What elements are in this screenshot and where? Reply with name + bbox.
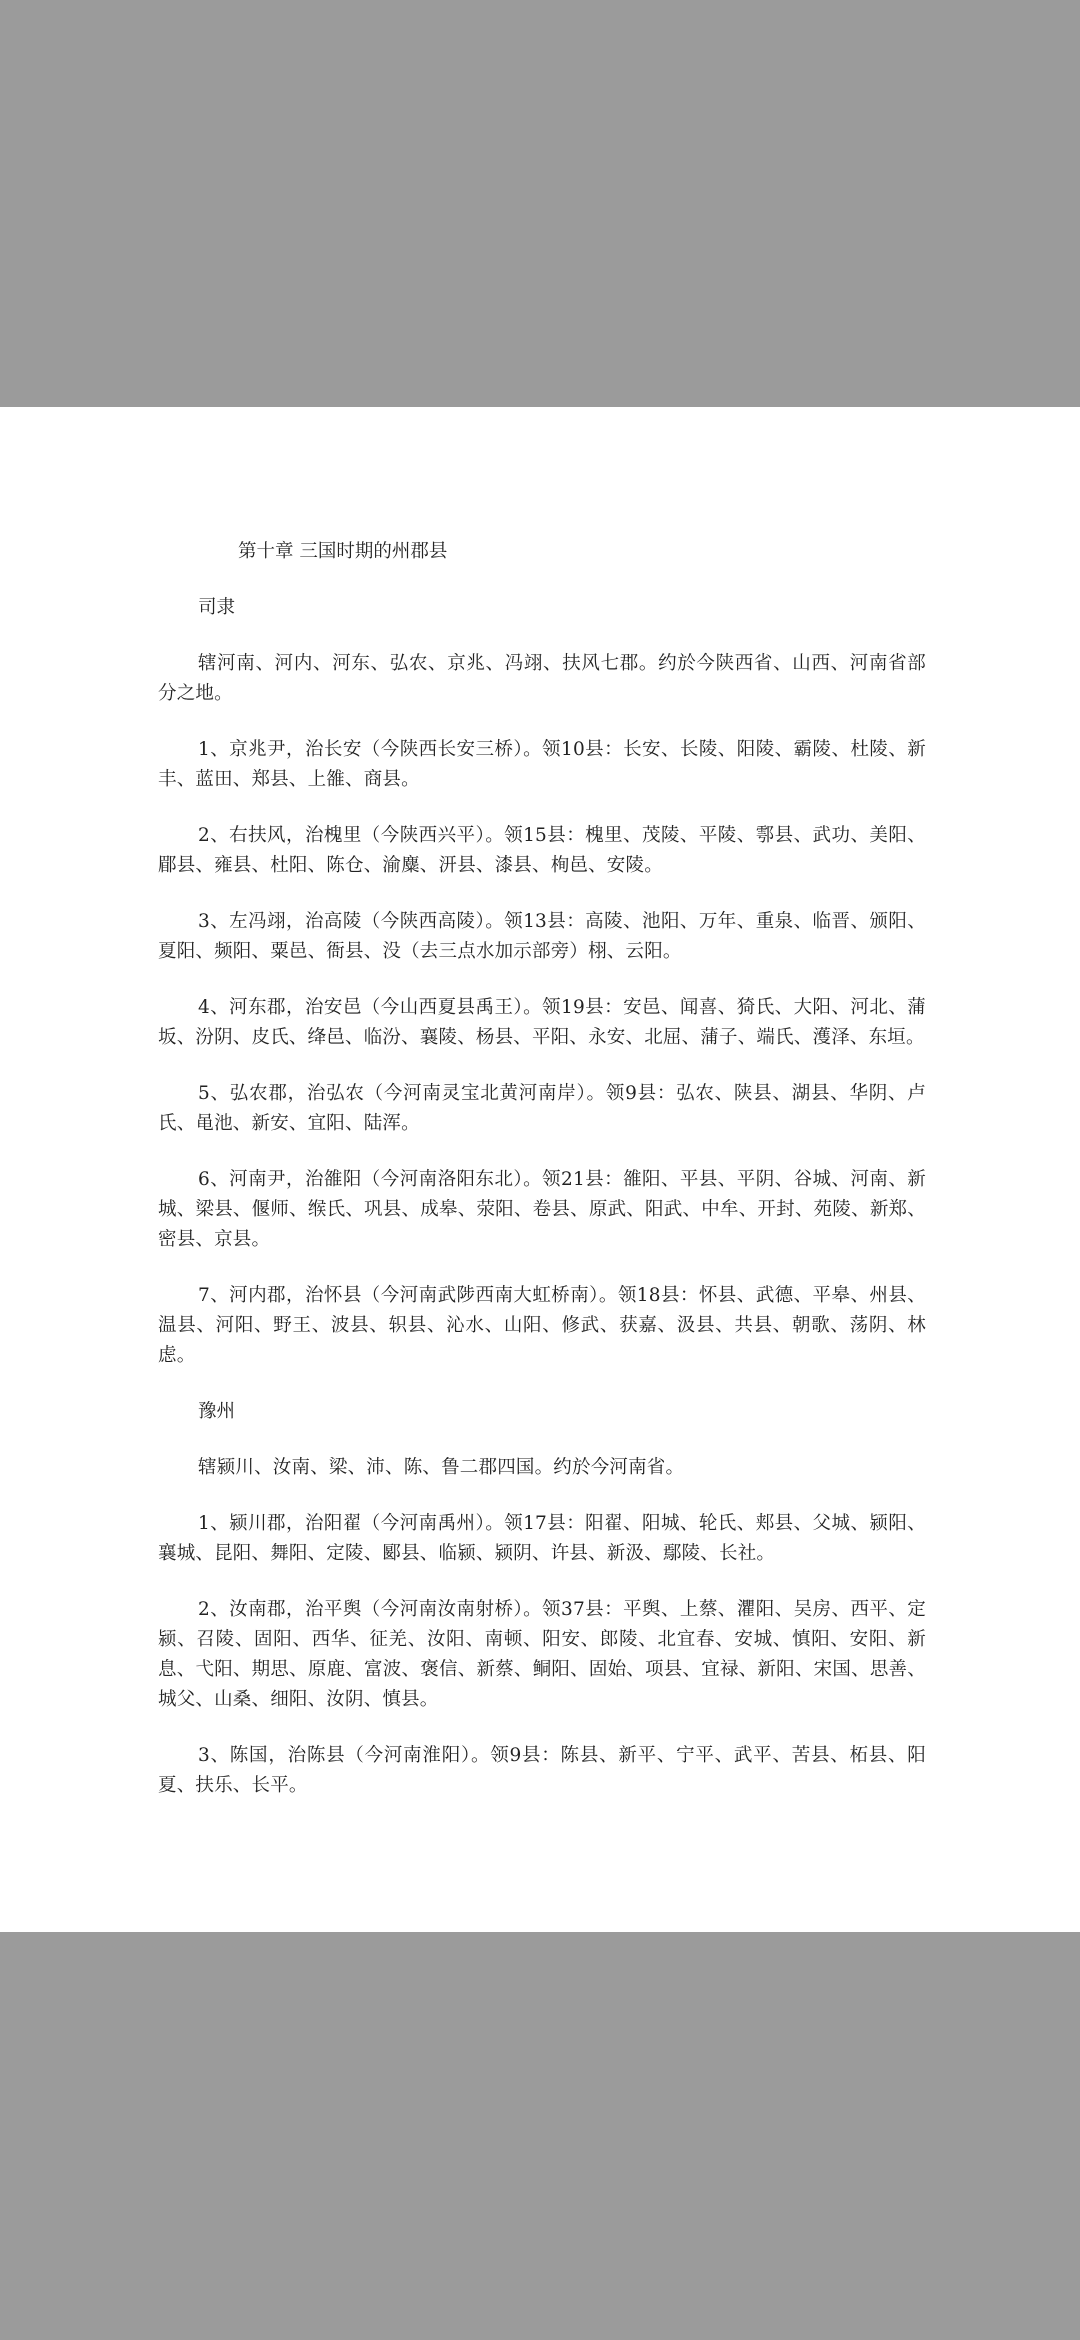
paragraph: 2、右扶风，治槐里（今陕西兴平）。领15县：槐里、茂陵、平陵、鄠县、武功、美阳、郿县、雍县、杜阳、陈仓、渝麋、汧县、漆县、栒邑、安陵。 bbox=[158, 825, 926, 876]
paragraph: 3、陈国，治陈县（今河南淮阳）。领9县：陈县、新平、宁平、武平、苦县、柘县、阳夏、扶乐、长平。 bbox=[158, 1745, 926, 1796]
chapter-title: 第十章 三国时期的州郡县 bbox=[238, 541, 448, 562]
document-content bbox=[158, 537, 926, 1827]
paragraph: 3、左冯翊，治高陵（今陕西高陵）。领13县：高陵、池阳、万年、重泉、临晋、颁阳、夏阳、频阳、粟邑、衙县、没（去三点水加示部旁）栩、云阳。 bbox=[158, 911, 926, 962]
paragraph: 辖河南、河内、河东、弘农、京兆、冯翊、扶风七郡。约於今陕西省、山西、河南省部分之地。 bbox=[158, 653, 926, 704]
paragraph: 7、河内郡，治怀县（今河南武陟西南大虹桥南）。领18县：怀县、武德、平皋、州县、温县、河阳、野王、波县、轵县、沁水、山阳、修武、获嘉、汲县、共县、朝歌、荡阴、林虑。 bbox=[158, 1285, 926, 1366]
paragraph: 辖颍川、汝南、梁、沛、陈、鲁二郡四国。约於今河南省。 bbox=[198, 1457, 685, 1478]
paragraph: 5、弘农郡，治弘农（今河南灵宝北黄河南岸）。领9县：弘农、陕县、湖县、华阴、卢氏、黾池、新安、宜阳、陆浑。 bbox=[158, 1083, 926, 1134]
paragraph: 4、河东郡，治安邑（今山西夏县禹王）。领19县：安邑、闻喜、猗氏、大阳、河北、蒲坂、汾阴、皮氏、绛邑、临汾、襄陵、杨县、平阳、永安、北屈、蒲子、端氏、濩泽、东垣。 bbox=[158, 997, 926, 1048]
section-title-yuzhou: 豫州 bbox=[198, 1401, 236, 1422]
paragraph: 1、颍川郡，治阳翟（今河南禹州）。领17县：阳翟、阳城、轮氏、郏县、父城、颍阳、襄城、昆阳、舞阳、定陵、郾县、临颍、颍阴、许县、新汲、鄢陵、长社。 bbox=[158, 1513, 926, 1564]
paragraph: 1、京兆尹，治长安（今陕西长安三桥）。领10县：长安、长陵、阳陵、霸陵、杜陵、新丰、蓝田、郑县、上雒、商县。 bbox=[158, 739, 926, 790]
document-page bbox=[0, 407, 1080, 1932]
section-title-sili: 司隶 bbox=[198, 597, 236, 618]
paragraph: 2、汝南郡，治平舆（今河南汝南射桥）。领37县：平舆、上蔡、灈阳、吴房、西平、定颍、召陵、固阳、西华、征羌、汝阳、南顿、阳安、郎陵、北宜春、安城、慎阳、安阳、新息、弋阳、期思、原鹿、富波、褒信、新蔡、鲖阳、固始、项县、宜禄、新阳、宋国、思善、城父、山桑、细阳、汝阴、慎县。 bbox=[158, 1599, 926, 1710]
paragraph: 6、河南尹，治雒阳（今河南洛阳东北）。领21县：雒阳、平县、平阴、谷城、河南、新城、梁县、偃师、缑氏、巩县、成皋、荥阳、卷县、原武、阳武、中牟、开封、苑陵、新郑、密县、京县。 bbox=[158, 1169, 926, 1250]
